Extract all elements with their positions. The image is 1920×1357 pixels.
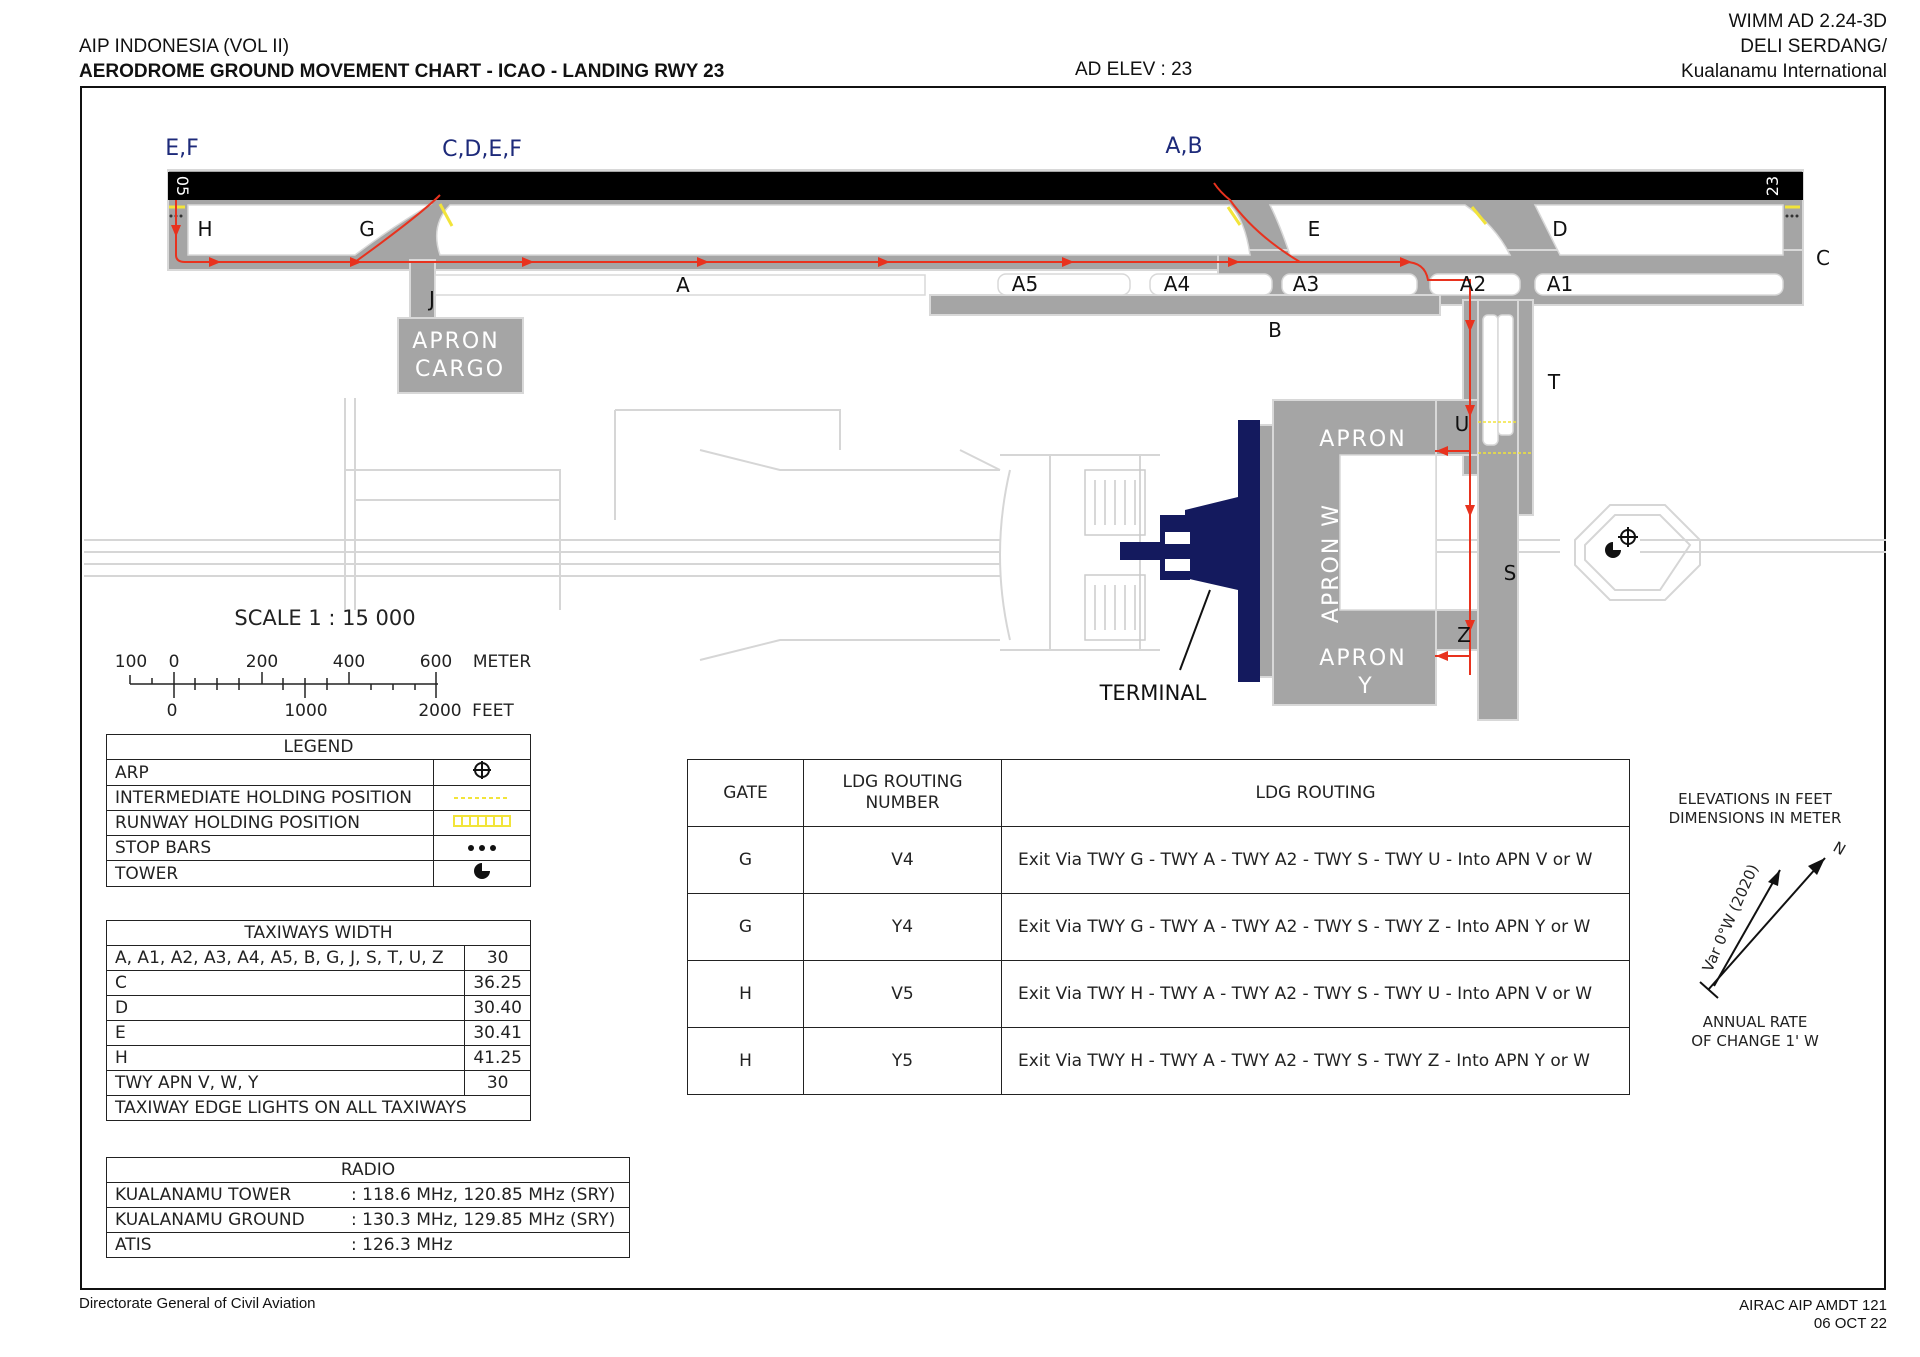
taxiway-name: A, A1, A2, A3, A4, A5, B, G, J, S, T, U, Z (107, 946, 465, 971)
taxiway-b-label: B (1268, 318, 1282, 342)
taxiway-width-value: 30.40 (465, 996, 531, 1021)
exit-label-cdef: C,D,E,F (442, 137, 522, 162)
scale-meter-unit: METER (472, 652, 532, 672)
taxiway-width-value: 41.25 (465, 1046, 531, 1071)
arp-icon (434, 760, 531, 786)
tower-icon (434, 861, 531, 887)
taxiway-a2-label: A2 (1459, 272, 1487, 296)
apron-y-label-1: APRON (1319, 646, 1407, 671)
taxiway-name: C (107, 971, 465, 996)
radio-station: KUALANAMU TOWER (107, 1183, 344, 1208)
footer-authority: Directorate General of Civil Aviation (79, 1295, 316, 1312)
tower-icon (1605, 541, 1622, 558)
legend-label: ARP (107, 760, 434, 786)
apron-v-label-1: APRON (1319, 427, 1407, 452)
footer-amendment: AIRAC AIP AMDT 121 (1739, 1297, 1887, 1314)
runway-05-label: 05 (173, 175, 192, 197)
routing-description: Exit Via TWY G - TWY A - TWY A2 - TWY S - TWY Z - Into APN Y or W (1002, 894, 1630, 961)
taxiway-width-value: 30 (465, 946, 531, 971)
scale-meter-tick: 0 (168, 652, 180, 672)
legend-label: TOWER (107, 861, 434, 887)
legend-label: INTERMEDIATE HOLDING POSITION (107, 786, 434, 811)
taxiway-s-label: S (1503, 561, 1517, 585)
taxiway-a5-label: A5 (1011, 272, 1039, 296)
taxiway-name: TWY APN V, W, Y (107, 1071, 465, 1096)
taxiway-j-label: J (429, 287, 435, 311)
chart-title: AERODROME GROUND MOVEMENT CHART - ICAO - LANDING RWY 23 (79, 61, 725, 82)
radio-table (106, 1157, 630, 1258)
scale-meter-tick: 600 (419, 652, 453, 672)
taxiway-h-label: H (197, 217, 213, 241)
apron-w-label: APRON W (1319, 502, 1344, 624)
scale-meter-tick: 200 (245, 652, 279, 672)
taxiway-z-label: Z (1457, 623, 1471, 647)
routing-number: Y5 (804, 1028, 1002, 1095)
routing-gate: G (688, 827, 804, 894)
taxiway-a-label: A (676, 273, 690, 297)
taxiway-g-label: G (359, 217, 375, 241)
radio-station: KUALANAMU GROUND (107, 1208, 344, 1233)
routing-description: Exit Via TWY G - TWY A - TWY A2 - TWY S - TWY U - Into APN V or W (1002, 827, 1630, 894)
radio-station: ATIS (107, 1233, 344, 1258)
routing-number: V5 (804, 961, 1002, 1028)
table-row (688, 827, 1630, 894)
routing-number: Y4 (804, 894, 1002, 961)
scale-meter-tick: 400 (332, 652, 366, 672)
table-row (688, 1028, 1630, 1095)
taxiway-a3-label: A3 (1292, 272, 1320, 296)
routing-gate: H (688, 961, 804, 1028)
exit-label-ab: A,B (1165, 134, 1203, 159)
location: DELI SERDANG/ (1740, 36, 1887, 57)
radio-title: RADIO (107, 1158, 630, 1183)
apron-cargo-label-2: CARGO (414, 357, 506, 382)
aerodrome-elevation: AD ELEV : 23 (1075, 59, 1193, 80)
stop-bars-icon (434, 836, 531, 861)
units-note: ELEVATIONS IN FEET DIMENSIONS IN METER (1668, 790, 1842, 827)
table-row (688, 961, 1630, 1028)
runway-05-23 (168, 172, 1803, 200)
taxiway-name: D (107, 996, 465, 1021)
taxiway-width-value: 30.41 (465, 1021, 531, 1046)
taxiway-t-label: T (1547, 370, 1561, 394)
scale-feet-tick: 2000 (418, 701, 462, 721)
legend-label: STOP BARS (107, 836, 434, 861)
runway-holding-icon (434, 811, 531, 836)
routing-description: Exit Via TWY H - TWY A - TWY A2 - TWY S - TWY U - Into APN V or W (1002, 961, 1630, 1028)
routing-number: V4 (804, 827, 1002, 894)
scale-title: SCALE 1 : 15 000 (234, 606, 416, 630)
taxiway-edge-lights-note: TAXIWAY EDGE LIGHTS ON ALL TAXIWAYS (107, 1096, 531, 1121)
north-label: N (1830, 837, 1849, 860)
taxiway-width-value: 36.25 (465, 971, 531, 996)
table-row (688, 894, 1630, 961)
routing-gate: H (688, 1028, 804, 1095)
terminal-label: TERMINAL (1099, 681, 1207, 705)
exit-label-ef: E,F (165, 136, 199, 161)
airport-name: Kualanamu International (1681, 61, 1887, 82)
apron-cargo-label-1: APRON (412, 329, 500, 354)
apron-y-label-2: Y (1358, 674, 1374, 699)
taxiway-u-label: U (1454, 412, 1470, 436)
taxiway-e-label: E (1307, 217, 1321, 241)
runway-23-label: 23 (1763, 175, 1782, 197)
apron-v-label-2: V (1357, 455, 1375, 480)
routing-header-number: LDG ROUTING NUMBER (804, 760, 1002, 827)
landing-routing-table (687, 759, 1630, 1095)
arp-icon (1618, 527, 1638, 547)
taxiway-name: E (107, 1021, 465, 1046)
taxiway-a4-label: A4 (1163, 272, 1191, 296)
radio-frequency: : 118.6 MHz, 120.85 MHz (SRY) (343, 1183, 630, 1208)
routing-header-gate: GATE (688, 760, 804, 827)
scale-feet-tick: 0 (166, 701, 178, 721)
taxiway-width-table (106, 920, 531, 1121)
publication-title: AIP INDONESIA (VOL II) (79, 36, 290, 57)
routing-gate: G (688, 894, 804, 961)
legend-label: RUNWAY HOLDING POSITION (107, 811, 434, 836)
intermediate-holding-icon (434, 786, 531, 811)
variation-label: Var 0°W (2020) (1698, 861, 1763, 975)
radio-frequency: : 126.3 MHz (343, 1233, 630, 1258)
routing-description: Exit Via TWY H - TWY A - TWY A2 - TWY S - TWY Z - Into APN Y or W (1002, 1028, 1630, 1095)
taxiway-c-label: C (1816, 246, 1830, 270)
scale-meter-tick: 100 (114, 652, 148, 672)
taxiway-d-label: D (1552, 217, 1568, 241)
annual-rate-note: ANNUAL RATE OF CHANGE 1' W (1691, 1013, 1819, 1050)
radio-frequency: : 130.3 MHz, 129.85 MHz (SRY) (343, 1208, 630, 1233)
taxiway-a1-label: A1 (1546, 272, 1574, 296)
scale-feet-unit: FEET (472, 701, 514, 721)
routing-header-routing: LDG ROUTING (1002, 760, 1630, 827)
scale-bar (130, 672, 438, 698)
legend-table (106, 734, 531, 887)
taxiway-width-title: TAXIWAYS WIDTH (107, 921, 531, 946)
chart-id: WIMM AD 2.24-3D (1728, 11, 1887, 32)
scale-feet-tick: 1000 (284, 701, 328, 721)
legend-title: LEGEND (107, 735, 531, 760)
taxiway-name: H (107, 1046, 465, 1071)
terminal-leader-line (1180, 590, 1210, 670)
footer-date: 06 OCT 22 (1813, 1315, 1887, 1332)
taxiway-width-value: 30 (465, 1071, 531, 1096)
